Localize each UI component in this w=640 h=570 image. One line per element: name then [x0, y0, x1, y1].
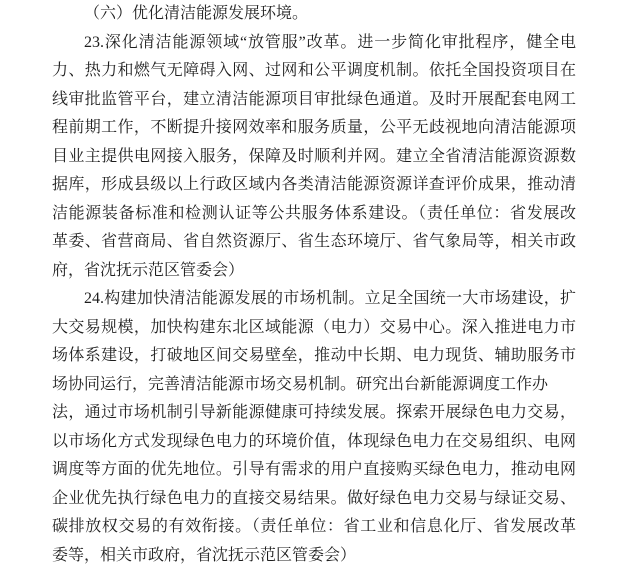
paragraph-23-line-5: 目业主提供电网接入服务，保障及时顺利并网。建立全省清洁能源资源数 [52, 147, 576, 165]
paragraph-24-line-10: 委等，相关市政府，省沈抚示范区管委会） [52, 546, 357, 564]
section-heading-line: （六）优化清洁能源发展环境。 [84, 5, 309, 22]
paragraph-23-line-3: 线审批监管平台，建立清洁能源项目审批绿色通道。及时开展配套电网工 [52, 90, 576, 108]
paragraph-24-line-6: 以市场化方式发现绿色电力的环境价值，体现绿色电力在交易组织、电网 [52, 432, 576, 450]
paragraph-23-line-4: 程前期工作，不断提升接网效率和服务质量，公平无歧视地向清洁能源项 [52, 119, 576, 136]
paragraph-24-line-5: 法，通过市场机制引导新能源健康可持续发展。探索开展绿色电力交易， [52, 404, 576, 421]
paragraph-24-line-4: 场协同运行，完善清洁能源市场交易机制。研究出台新能源调度工作办 [52, 375, 549, 393]
paragraph-24-line-7: 调度等方面的优先地位。引导有需求的用户直接购买绿色电力，推动电网 [52, 461, 576, 478]
paragraph-23-line-1: 23.深化清洁能源领域“放管服”改革。进一步简化审批程序，健全电 [84, 33, 576, 51]
paragraph-24-line-2: 大交易规模，加快构建东北区域能源（电力）交易中心。深入推进电力市 [52, 318, 576, 336]
paragraph-24-line-1: 24.构建加快清洁能源发展的市场机制。立足全国统一大市场建设，扩 [84, 290, 576, 307]
paragraph-24-line-8: 企业优先执行绿色电力的直接交易结果。做好绿色电力交易与绿证交易、 [52, 489, 576, 507]
paragraph-24-line-3: 场体系建设，打破地区间交易壁垒，推动中长期、电力现货、辅助服务市 [52, 347, 576, 364]
paragraph-23-line-7: 洁能源装备标准和检测认证等公共服务体系建设。（责任单位：省发展改 [52, 204, 576, 222]
paragraph-23-line-2: 力、热力和燃气无障碍入网、过网和公平调度机制。依托全国投资项目在 [52, 62, 576, 79]
paragraph-23-line-8: 革委、省营商局、省自然资源厅、省生态环境厅、省气象局等，相关市政 [52, 233, 576, 250]
paragraph-23-line-9: 府，省沈抚示范区管委会） [52, 261, 245, 279]
paragraph-24-line-9: 碳排放权交易的有效衔接。（责任单位：省工业和信息化厅、省发展改革 [52, 518, 576, 535]
paragraph-23-line-6: 据库，形成县级以上行政区域内各类清洁能源资源详查评价成果，推动清 [52, 176, 576, 193]
